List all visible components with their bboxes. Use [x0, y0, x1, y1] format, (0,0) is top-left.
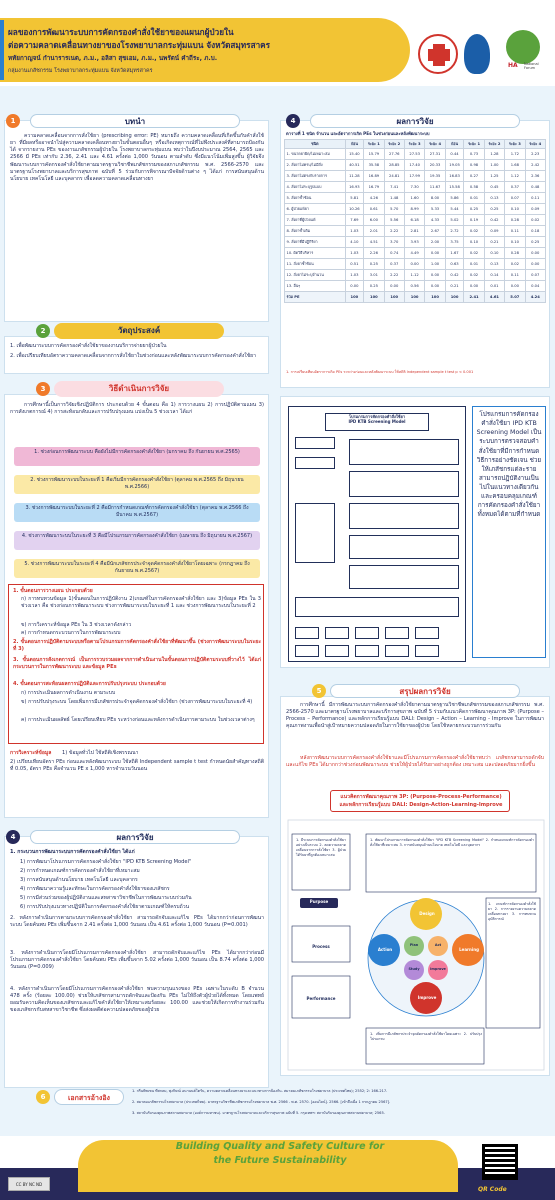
- table-cell: 0.00: [425, 248, 445, 259]
- design-label: Design: [419, 911, 435, 916]
- method-intro: การศึกษานี้เป็นการวิจัยเชิงปฏิบัติการ ประกอบด้วย 4 ขั้นตอน คือ 1) การวางแผน 2) การปฏิบัติตามแผน 3) การสังเกตการณ์ 4) การสะท้อนกลับและการปรับปรุงแผน แบ่งเป็น 5 ช่วงเวลา ได้แก่: [10, 402, 264, 416]
- table-cell: 0.51: [345, 259, 364, 270]
- table-header-cell: ชนิด: [285, 140, 346, 149]
- table-row: [285, 160, 546, 171]
- table-cell: 0.00: [345, 281, 364, 292]
- act-label: Act: [434, 943, 442, 947]
- table-cell: 0.00: [384, 281, 404, 292]
- table-cell: 0.00: [425, 270, 445, 281]
- table-cell: 4.49: [404, 248, 424, 259]
- table-cell: 8.00: [425, 193, 445, 204]
- table-row-label: 3. สั่งยาไม่ตรงกับรายการ: [285, 171, 346, 182]
- table-cell: 4.10: [345, 237, 364, 248]
- diagram-node-10: [295, 627, 319, 639]
- table-cell: 0.25: [364, 281, 384, 292]
- slogan: [120, 1140, 440, 1168]
- result-1-2: 2) การกำหนดเกณฑ์การคัดกรองคำสั่งใช้ยาที่เหมาะสม: [20, 868, 140, 874]
- ha-forum-logo: HA National Forum: [500, 28, 546, 76]
- performance-label: Performance: [306, 996, 336, 1001]
- result-4: 4. หลังการดำเนินการโดยมีโปรแกรมการคัดกรองคำสั่งใช้ยา พบความรุนแรงของ PEs เฉพาะในระดับ B จำนวน 478 ครั้ง (ร้อยละ 100.00) ช่วยให้เภสัชกรสามารถดักจับและป้องกัน PEs ไม่ให้ถึงตัวผู้ป่วยได้ทั้งหมด โดยแพทย์ยอมรับความคิดเห็นของเภสัชกรและแก้ไขคำสั่งใช้ยาให้เหมาะสมร้อยละ 100.00 และช่วยให้เกิดการทำงานร่วมกันของเภสัชกรกับสหสาขาวิชาชีพ ซึ่งส่งผลดีต่อความปลอดภัยของผู้ป่วย: [10, 986, 264, 1014]
- table-cell: 5.02: [445, 215, 464, 226]
- step-1a: ก) การทบทวนข้อมูล 1)ขั้นตอนในการปฏิบัติงาน 2)เกณฑ์ในการคัดกรองคำสั่งใช้ยา และ 3)ข้อมูล PEs ใน 3 ช่วงเวลา คือ ช่วงก่อนการพัฒนาระบบ ช่วงการพัฒนาระบบในระยะที่ 1 และ ช่วงการพัฒนาระบบในระยะที่ 2: [21, 596, 261, 610]
- table-cell: 1.00: [484, 160, 504, 171]
- diagram-node-4: [349, 471, 459, 497]
- table-cell: 0.42: [484, 215, 504, 226]
- section-2-title: วัตถุประสงค์: [54, 323, 224, 339]
- screening-model-description: โปรแกรมการคัดกรองคำสั่งใช้ยา IPD KTB Screening Model เป็นระบบการตรวจสอบคำสั่งใช้ยาที่มีการกำหนดวิธีการอย่างชัดเจน ช่วยให้เภสัชกรแต่ละรายสามารถปฏิบัติงานเป็นไปในแนวทางเดียวกันและครอบคลุมเกณฑ์การคัดกรองคำสั่งใช้ยาทั้งหมดได้ตามที่กำหนด: [472, 406, 546, 658]
- section-3-number: 3: [36, 382, 50, 396]
- table-cell: 0.02: [464, 226, 484, 237]
- table-cell: 3.93: [404, 237, 424, 248]
- table-cell: 0.07: [525, 270, 545, 281]
- table-cell: 0.10: [505, 237, 525, 248]
- diagram-node-16: [325, 645, 349, 657]
- phase-3: 3. ช่วงการพัฒนาระบบในระยะที่ 2 คือมีการกำหนดเกณฑ์การคัดกรองคำสั่งใช้ยา (ตุลาคม พ.ศ.2566 ถึง มีนาคม พ.ศ.2567): [14, 503, 260, 522]
- phase-2: 2. ช่วงการพัฒนาระบบในระยะที่ 1 คือเริ่มมีการคัดกรองคำสั่งใช้ยา (ตุลาคม พ.ศ.2565 ถึง มิถุนายน พ.ศ.2566): [14, 475, 260, 494]
- table-cell: 0.58: [464, 182, 484, 193]
- pe-table-wrap: [284, 139, 546, 303]
- table-cell: 0.48: [525, 182, 545, 193]
- result-1-4: 4) การพัฒนาความรู้และทักษะในการคัดกรองคำสั่งใช้ยาของเภสัชกร: [20, 886, 170, 892]
- qr-code[interactable]: [482, 1144, 518, 1180]
- table-cell: 10.26: [345, 204, 364, 215]
- table-cell: 0.00: [464, 281, 484, 292]
- table-cell: 0.73: [464, 149, 484, 160]
- table-cell: 0.10: [464, 237, 484, 248]
- table-cell: 0.25: [364, 259, 384, 270]
- table-header-cell: ระยะ 2: [384, 140, 404, 149]
- step-2: 2. ขั้นตอนการปฏิบัติตามระบบหรือตามโปรแกรมการคัดกรองคำสั่งใช้ยาที่พัฒนาขึ้น (ช่วงการพัฒนาระบบในระยะที่ 3): [13, 639, 261, 653]
- title-line-2: ต่อความคลาดเคลื่อนทางยาของโรงพยาบาลกระทุ่มแบน จังหวัดสมุทรสาคร: [8, 40, 271, 50]
- table-cell: 1.00: [425, 259, 445, 270]
- table-cell: 35.58: [364, 160, 384, 171]
- table-cell: 19.05: [445, 160, 464, 171]
- table-header-cell: ระยะ 3: [404, 140, 424, 149]
- table-row: [285, 281, 546, 292]
- purpose-label: Purpose: [309, 899, 329, 904]
- table-cell: 4.61: [484, 292, 504, 303]
- table-cell: 5.81: [345, 193, 364, 204]
- diagram-node-11: [325, 627, 349, 639]
- table-cell: 0.14: [484, 270, 504, 281]
- diagram-node-1: [295, 437, 335, 449]
- table-row-label: 4. สั่งยาไม่ระบุรูปแบบ: [285, 182, 346, 193]
- table-row-label: 8. สั่งยาซ้ำเดิม: [285, 226, 346, 237]
- table-cell: 0.07: [505, 193, 525, 204]
- table-cell: 2.67: [425, 226, 445, 237]
- table-cell: 0.00: [404, 259, 424, 270]
- table-cell: 1.72: [505, 149, 525, 160]
- affiliation: กลุ่มงานเภสัชกรรม โรงพยาบาลกระทุ่มแบน จังหวัดสมุทรสาคร: [8, 68, 153, 74]
- table-row: [285, 248, 546, 259]
- table-row-label: 9. สั่งยาที่มีปฏิกิริยา: [285, 237, 346, 248]
- table-cell: 2.23: [525, 149, 545, 160]
- screening-model-diagram: [288, 406, 466, 662]
- table-cell: 7.41: [384, 182, 404, 193]
- table-cell: 4.26: [364, 193, 384, 204]
- table-row: [285, 237, 546, 248]
- steps-box: [8, 584, 264, 744]
- cycle-title-box: [330, 790, 510, 812]
- table-cell: 0.45: [484, 182, 504, 193]
- table-cell: 1.03: [345, 248, 364, 259]
- table-cell: 1.12: [404, 270, 424, 281]
- table-row: [285, 226, 546, 237]
- table-header-cell: ระยะ 1: [464, 140, 484, 149]
- table-cell: 5.44: [445, 204, 464, 215]
- table-cell: 16.89: [364, 171, 384, 182]
- table-cell: 15.40: [345, 149, 364, 160]
- table-cell: 0.00: [525, 259, 545, 270]
- table-cell: 0.37: [505, 182, 525, 193]
- table-cell: 2.42: [525, 160, 545, 171]
- table-cell: 0.02: [525, 215, 545, 226]
- table-cell: 2.72: [445, 226, 464, 237]
- table-cell: 5.56: [384, 215, 404, 226]
- objective-2: 2. เพื่อเปรียบเทียบอัตราความคลาดเคลื่อนจากการสั่งใช้ยาในช่วงก่อนและหลังพัฒนาระบบการคัดกรองคำสั่งใช้ยา: [10, 353, 256, 359]
- table-row: [285, 193, 546, 204]
- table-row-label: 12. สั่งยาไม่ระบุจำนวน: [285, 270, 346, 281]
- table-cell: 2.22: [384, 226, 404, 237]
- table-cell: 1.67: [445, 248, 464, 259]
- step-4: 4. ขั้นตอนการสะท้อนผลการปฏิบัติและการปรับปรุงระบบ ประกอบด้วย: [13, 681, 166, 687]
- result-1-5: 5) การมีส่วนร่วมของผู้ปฏิบัติงานและสหสาขาวิชาชีพในการพัฒนาระบบร่วมกัน: [20, 895, 192, 901]
- result-1-1: 1) การพัฒนาโปรแกรมการคัดกรองคำสั่งใช้ยา "IPD KTB Screening Model": [20, 859, 192, 865]
- section-5-title: สรุปผลการวิจัย: [330, 684, 520, 698]
- conclusion-body-1: การศึกษานี้ มีการพัฒนาระบบการคัดกรองคำสั่งใช้ยาตามมาตรฐานวิชาชีพเภสัชกรรมของสภาเภสัชกรรม พ.ศ. 2566-2570 และมาตรฐานโรงพยาบาลและบริการสุขภาพ ฉบับที่ 5 ร่วมกับแนวคิดการพัฒนาคุณภาพ 3P: (Purpose – Process – Performance) และหลักการเรียนรู้แบบ DALI: Design – Action – Learning - Improve ในการพัฒนาคุณภาพงานเพื่อนำสู่เป้าหมายความปลอดภัยในการใช้ยาของผู้ป่วย โดยใช้หลายกระบวนการร่วมกัน: [286, 702, 544, 730]
- table-cell: 0.21: [445, 281, 464, 292]
- table-row: [285, 292, 546, 303]
- table-cell: 100: [364, 292, 384, 303]
- table-cell: 17.99: [404, 171, 424, 182]
- qr-label: QR Code: [478, 1186, 507, 1193]
- section-2-number: 2: [36, 324, 50, 338]
- table-cell: 11.67: [425, 182, 445, 193]
- table-cell: 0.02: [464, 248, 484, 259]
- diagram-node-12: [355, 627, 379, 639]
- table-cell: 0.37: [384, 259, 404, 270]
- slogan-line-1: Building Quality and Safety Culture for: [175, 1141, 385, 1152]
- diagram-node-2: [295, 457, 335, 469]
- table-cell: 11.28: [345, 171, 364, 182]
- design-text: 1. พัฒนาโปรแกรมการคัดกรองคำสั่งใช้ยา "IPD KTB Screening Model" 2. กำหนดเกณฑ์การคัดกรองคำสั่งใช้ยาที่เหมาะสม 3. การสนับสนุนด้านนโยบาย เทคโนโลยี และบุคลากร: [370, 838, 534, 847]
- improve-text: 1. เพิ่มการมีเภสัชกรประจำจุดคัดกรองคำสั่งใช้ยาโดยเฉพาะ 2. ปรับปรุงโปรแกรม: [370, 1032, 482, 1041]
- table-cell: 7.69: [345, 215, 364, 226]
- section-4-title: ผลการวิจัย: [310, 114, 520, 128]
- analysis-1: 1) ข้อมูลทั่วไป ใช้สถิติเชิงพรรณนา: [62, 750, 139, 756]
- table-cell: 0.00: [525, 248, 545, 259]
- table-cell: 0.02: [464, 270, 484, 281]
- table-row-label: 5. สั่งยาซ้ำซ้อน: [285, 193, 346, 204]
- table-header-cell: ก่อน: [445, 140, 464, 149]
- table-cell: 0.09: [484, 226, 504, 237]
- table-cell: 0.74: [384, 248, 404, 259]
- table-cell: 1.48: [384, 193, 404, 204]
- table-cell: 27.53: [404, 149, 424, 160]
- diagram-node-17: [355, 645, 379, 657]
- table-row-label: 13. อื่นๆ: [285, 281, 346, 292]
- table-note: 1. การเปรียบเทียบอัตราการเกิด PEs ระหว่างก่อนและหลังพัฒนาระบบ ใช้สถิติ Independent sample t test p < 0.001: [286, 370, 474, 374]
- table-cell: 4.51: [364, 237, 384, 248]
- table-caption: ตารางที่ 1 ชนิด จำนวน และอัตราการเกิด PEs ในช่วงก่อนและหลังพัฒนาระบบ: [286, 131, 430, 136]
- table-cell: 0.01: [484, 281, 504, 292]
- table-cell: 100: [445, 292, 464, 303]
- hospital-logo: [418, 34, 458, 74]
- result-1-6: 6) การปรับปรุงแนวทางปฏิบัติในการคัดกรองคำสั่งใช้ยาตามเกณฑ์ให้ครบถ้วน: [20, 904, 190, 910]
- header-banner: [0, 0, 555, 86]
- section-4b-number: 4: [6, 830, 20, 844]
- table-cell: 17.40: [404, 160, 424, 171]
- learning-label: Learning: [459, 947, 479, 952]
- table-cell: 5.70: [384, 204, 404, 215]
- table-cell: 19.35: [425, 171, 445, 182]
- cycle-title-2: และหลักการเรียนรู้แบบ DALI: Design-Action-Learning-Improve: [339, 802, 503, 808]
- diagram-node-9: [295, 597, 459, 617]
- step-1c: ค) การกำหนดกระบวนการในการพัฒนาระบบ: [21, 630, 121, 636]
- logos: [418, 28, 548, 80]
- table-cell: 1.12: [505, 171, 525, 182]
- table-row-label: 6. ผู้ป่วยแพ้ยา: [285, 204, 346, 215]
- diagram-node-6: [349, 535, 459, 559]
- table-row: [285, 149, 546, 160]
- title-stripe: [0, 20, 4, 80]
- diagram-node-19: [415, 645, 439, 657]
- ministry-logo: [464, 34, 490, 74]
- ref-3: 3. สถาบันรับรองคุณภาพสถานพยาบาล (องค์การมหาชน). มาตรฐานโรงพยาบาลและบริการสุขภาพ ฉบับที่ 5. กรุงเทพฯ: สถาบันรับรองคุณภาพสถานพยาบาล; 2565.: [132, 1111, 385, 1115]
- table-cell: 0.42: [445, 270, 464, 281]
- table-cell: 2.00: [425, 237, 445, 248]
- table-cell: 5.33: [425, 204, 445, 215]
- diagram-node-3: [349, 439, 459, 465]
- diagram-node-18: [385, 645, 409, 657]
- table-cell: 1.03: [345, 270, 364, 281]
- section-6-number: 6: [36, 1090, 50, 1104]
- title-line-1: ผลของการพัฒนาระบบการคัดกรองคำสั่งใช้ยาของแผนกผู้ป่วยใน: [8, 27, 234, 37]
- phase-5: 5. ช่วงการพัฒนาระบบในระยะที่ 4 คือมีนักเภสัชกรประจำจุดคัดกรองคำสั่งใช้ยาโดยเฉพาะ (กรกฎาคม ถึง กันยายน พ.ศ.2567): [14, 559, 260, 578]
- diagram-node-5: [349, 503, 459, 529]
- section-4b-title: ผลการวิจัย: [30, 830, 240, 844]
- result-2: 2. หลังการดำเนินการตามระบบการคัดกรองคำสั่งใช้ยา สามารถดักจับและแก้ไข PEs ได้มากกว่าก่อนการพัฒนาระบบ โดยค้นพบ PEs เพิ่มขึ้นจาก 2.41 ครั้งต่อ 1,000 วันนอน เป็น 4.61 ครั้งต่อ 1,000 วันนอน (P=0.001): [10, 915, 264, 929]
- table-cell: 7.30: [404, 182, 424, 193]
- diagram-node-7: [349, 565, 459, 589]
- table-cell: 6.18: [404, 215, 424, 226]
- study-label: Study: [408, 967, 420, 971]
- table-cell: 0.01: [464, 259, 484, 270]
- section-3-title: วิธีดำเนินการวิจัย: [54, 381, 224, 397]
- table-cell: 0.02: [505, 259, 525, 270]
- phase-1: 1. ช่วงก่อนการพัฒนาระบบ คือยังไม่มีการคัดกรองคำสั่งใช้ยา (มกราคม ถึง กันยายน พ.ศ.2565): [14, 447, 260, 466]
- table-cell: 5.86: [445, 193, 464, 204]
- table-row-label: 11. สั่งยาซ้ำซ้อน: [285, 259, 346, 270]
- table-header-cell: ระยะ 1: [364, 140, 384, 149]
- table-header-cell: ระยะ 2: [484, 140, 504, 149]
- table-cell: 5.07: [505, 292, 525, 303]
- ref-1: 1. กรีนพิชเชน ทีสกลม, พุงกิษณ์ อนานนต์โตรัน, ความคลาดเคลื่อนทางยาและแนวทางการป้องกัน. สมาคมเภสัชกรรมโรงพยาบาล (ประเทศไทย); 2552; 2: 166-217.: [132, 1089, 388, 1093]
- table-cell: 1.25: [484, 171, 504, 182]
- result-3: 3. หลังการดำเนินการโดยมีโปรแกรมการคัดกรองคำสั่งใช้ยา สามารถดักจับและแก้ไข PEs ได้มากกว่าก่อนมีโปรแกรมการคัดกรองคำสั่งใช้ยา โดยค้นพบ PEs เพิ่มขึ้นจาก 5.02 ครั้งต่อ 1,000 วันนอน เป็น 8.74 ครั้งต่อ 1,000 วันนอน (P=0.009): [10, 950, 264, 971]
- table-cell: 16.79: [364, 182, 384, 193]
- table-cell: 1.68: [505, 160, 525, 171]
- table-cell: 0.27: [464, 171, 484, 182]
- table-cell: 4.33: [425, 215, 445, 226]
- table-cell: 0.13: [484, 259, 504, 270]
- section-6-title: เอกสารอ้างอิง: [54, 1089, 124, 1105]
- table-cell: 0.61: [364, 204, 384, 215]
- table-cell: 0.01: [464, 193, 484, 204]
- authors: หทัยกาญจน์ กำนารารเนต, ภ.ม., อลิสา สุขเอม, ภ.ม., นพรัตน์ คำถีระ, ภ.บ.: [8, 55, 218, 62]
- table-cell: 0.25: [484, 204, 504, 215]
- table-cell: 0.19: [464, 215, 484, 226]
- table-cell: 3.75: [445, 237, 464, 248]
- table-row-label: 10. ผิดวิธีบริหาร: [285, 248, 346, 259]
- table-cell: 0.00: [505, 281, 525, 292]
- table-cell: 1.60: [404, 193, 424, 204]
- table-cell: 2.26: [364, 248, 384, 259]
- improve-inner-label: Improve: [430, 967, 446, 971]
- conclusion-body-2: หลังการพัฒนาระบบการคัดกรองคำสั่งใช้ยาและมีโปรแกรมการคัดกรองคำสั่งใช้ยาพบว่า เภสัชกรสามารถดักจับและแก้ไข PEs ได้มากกว่าช่วงก่อนพัฒนาระบบ ช่วยให้ผู้ป่วยได้รับยาอย่างถูกต้อง เหมาะสม และปลอดภัยมากยิ่งขึ้น: [286, 755, 544, 769]
- table-cell: 0.56: [404, 281, 424, 292]
- table-row: [285, 270, 546, 281]
- table-cell: 0.25: [464, 204, 484, 215]
- table-cell: 28.85: [384, 160, 404, 171]
- table-row: [285, 182, 546, 193]
- diagram-node-13: [385, 627, 409, 639]
- table-row-label: 2. สั่งยาไม่ครบ/ไม่มีสั่ง: [285, 160, 346, 171]
- table-cell: 100: [404, 292, 424, 303]
- table-row: [285, 259, 546, 270]
- step-4a: ก) การประเมินผลการดำเนินงาน ตามระบบ: [21, 690, 116, 696]
- table-header-cell: ระยะ 3: [505, 140, 525, 149]
- diagram-node-14: [415, 627, 439, 639]
- pe-table: [284, 139, 546, 303]
- table-cell: 100: [425, 292, 445, 303]
- action-label: Action: [377, 947, 393, 952]
- analysis-label: การวิเคราะห์ข้อมูล: [10, 750, 52, 756]
- table-cell: 8.99: [404, 204, 424, 215]
- table-cell: 0.21: [484, 237, 504, 248]
- step-4b: ข) การปรับปรุงระบบ โดยเพิ่มการมีเภสัชกรประจำจุดคัดกรองคำสั่งใช้ยา (ช่วงการพัฒนาระบบในระยะที่ 4): [21, 699, 253, 705]
- diagram-node-15: [295, 645, 319, 657]
- learning-text: 1. เกณฑ์การคัดกรองคำสั่งใช้ยา 2. การรายงานความคลาดเคลื่อนทางยา 3. การทบทวนอุบัติการณ์: [488, 902, 536, 921]
- table-cell: 3.70: [384, 237, 404, 248]
- table-cell: 100: [384, 292, 404, 303]
- table-cell: 0.28: [505, 248, 525, 259]
- table-cell: 0.11: [525, 193, 545, 204]
- table-cell: 0.11: [505, 270, 525, 281]
- table-cell: 1.28: [484, 149, 504, 160]
- step-4c: ค) การประเมินผลลัพธ์ โดยเปรียบเทียบ PEs ระหว่างก่อนและหลังการดำเนินการตามระบบ ในช่วงเวลาต่างๆ: [21, 717, 255, 723]
- table-cell: 1.03: [345, 226, 364, 237]
- cc-license-badge: CC BY NC ND: [8, 1177, 50, 1191]
- section-5-number: 5: [312, 684, 326, 698]
- analysis-2: 2) เปรียบเทียบอัตรา PEs ก่อนและหลังพัฒนาระบบ ใช้สถิติ Independent sample t test กำหนดนัยสำคัญทางสถิติที่ 0.05, อัตรา PEs คือจำนวน PE x 1,000 หารจำนวนวันนอน: [10, 759, 264, 773]
- table-cell: 0.44: [445, 149, 464, 160]
- table-row-label: 1. ขนาดยาผิด/ไม่เหมาะสม: [285, 149, 346, 160]
- table-cell: 2.01: [364, 226, 384, 237]
- table-cell: 4.24: [525, 292, 545, 303]
- table-cell: 27.31: [425, 149, 445, 160]
- purpose-text: 1. มีระบบการคัดกรองคำสั่งใช้ยาอย่างเป็นระบบ 2. ลดความคลาดเคลื่อนจากการสั่งใช้ยา 3. ผู้ป่วยได้รับยาที่ถูกต้องเหมาะสม: [296, 838, 346, 857]
- plan-label: Plan: [409, 943, 419, 947]
- table-cell: 16.83: [445, 171, 464, 182]
- table-header-cell: ระยะ 4: [525, 140, 545, 149]
- table-header-cell: ก่อน: [345, 140, 364, 149]
- table-cell: 0.10: [505, 204, 525, 215]
- table-cell: 6.00: [364, 215, 384, 226]
- table-row: [285, 171, 546, 182]
- objective-1: 1. เพื่อพัฒนาระบบการคัดกรองคำสั่งใช้ยาของงานบริการจ่ายยาผู้ป่วยใน: [10, 343, 167, 349]
- table-cell: 2.22: [384, 270, 404, 281]
- result-1-3: 3) การสนับสนุนด้านนโยบาย เทคโนโลยี และบุคลากร: [20, 877, 138, 883]
- table-cell: 0.00: [425, 281, 445, 292]
- table-cell: 40.51: [345, 160, 364, 171]
- table-cell: 0.10: [484, 248, 504, 259]
- table-cell: 100: [345, 292, 364, 303]
- phase-4: 4. ช่วงการพัฒนาระบบในระยะที่ 3 คือมีโปรแกรมการคัดกรองคำสั่งใช้ยา (เมษายน ถึง มิถุนายน พ.ศ.2567): [14, 531, 260, 550]
- ref-2: 2. สมาคมเภสัชกรรมโรงพยาบาล (ประเทศไทย). มาตรฐานวิชาชีพเภสัชกรรมโรงพยาบาล พ.ศ. 2566 - พ.ศ. 2570. [ออนไลน์]. 2566. [เข้าถึงเมื่อ 1 กรกฎาคม 2567].: [132, 1100, 391, 1104]
- diagram-node-8: [295, 503, 335, 563]
- slogan-line-2: the Future Sustainability: [213, 1154, 347, 1166]
- diagram-title: โปรแกรมการคัดกรองคำสั่งใช้ยา IPD KTB Screening Model: [325, 413, 429, 431]
- table-cell: 0.04: [525, 281, 545, 292]
- section-4-number: 4: [286, 114, 300, 128]
- table-cell: 27.76: [384, 149, 404, 160]
- table-row-label: 7. สั่งยาที่ผู้ป่วยแพ้: [285, 215, 346, 226]
- table-cell: 15.58: [445, 182, 464, 193]
- table-row: [285, 215, 546, 226]
- table-cell: 2.81: [404, 226, 424, 237]
- table-cell: 20.33: [425, 160, 445, 171]
- result-1: 1. กระบวนการพัฒนาระบบการคัดกรองคำสั่งใช้ยา ได้แก่: [10, 849, 135, 855]
- table-cell: 16.93: [345, 182, 364, 193]
- table-cell: 0.13: [484, 193, 504, 204]
- table-cell: 0.63: [445, 259, 464, 270]
- step-3: 3. ขั้นตอนการสังเกตการณ์ เป็นการรวบรวมผลจากการดำเนินงานในขั้นตอนการปฏิบัติตามระบบที่วางไว้ ได้แก่ กระบวนการในการพัฒนาระบบ และข้อมูล PEs: [13, 657, 261, 671]
- table-cell: 2.41: [464, 292, 484, 303]
- table-cell: 3.01: [364, 270, 384, 281]
- step-1b: ข) การวิเคราะห์ข้อมูล PEs ใน 3 ช่วงเวลาดังกล่าว: [21, 622, 132, 628]
- table-header-cell: ระยะ 4: [425, 140, 445, 149]
- table-cell: 0.25: [525, 237, 545, 248]
- table-cell: 0.09: [525, 204, 545, 215]
- table-cell: 24.81: [384, 171, 404, 182]
- table-cell: 0.11: [505, 226, 525, 237]
- section-1-title: บทนำ: [30, 114, 240, 128]
- table-row-label: รวม PE: [285, 292, 346, 303]
- section-1-number: 1: [6, 114, 20, 128]
- table-cell: 15.79: [364, 149, 384, 160]
- table-cell: 0.28: [505, 215, 525, 226]
- process-label: Process: [312, 944, 330, 949]
- step-1: 1. ขั้นตอนการวางแผน ประกอบด้วย: [13, 588, 93, 594]
- table-row: [285, 204, 546, 215]
- intro-body: ความคลาดเคลื่อนจากการสั่งใช้ยา (prescribing error: PE) หมายถึง ความคลาดเคลื่อนที่เกิดขึ้นกับคำสั่งใช้ยา ที่มีผลหรืออาจนำไปสู่ความคลาดเคลื่อนทางยาในขั้นตอนอื่นๆ หรือเกิดเหตุการณ์ที่ไม่พึงประสงค์ที่สามารถป้องกันได้ จากรายงาน PEs ของงานเภสัชกรรมผู้ป่วยใน โรงพยาบาลกระทุ่มแบน พบว่าในปีงบประมาณ 2564, 2565 และ 2566 มี PEs เท่ากับ 2.36, 2.41 และ 4.61 ครั้งต่อ 1,000 วันนอน ตามลำดับ ซึ่งมีแนวโน้มเพิ่มสูงขึ้น ผู้วิจัยจึงพัฒนาระบบการคัดกรองคำสั่งใช้ยาตามมาตรฐานวิชาชีพเภสัชกรรมของสภาเภสัชกรรม พ.ศ. 2566-2570 และมาตรฐานโรงพยาบาลและบริการสุขภาพ ฉบับที่ 5 ร่วมกับการพิจารณาปัจจัยด้านต่าง ๆ ได้แก่ การสนับสนุนด้านนโยบาย เทคโนโลยี และบุคลากร เพื่อลดความคลาดเคลื่อนทางยา: [10, 133, 264, 182]
- table-cell: 0.98: [464, 160, 484, 171]
- table-cell: 2.36: [525, 171, 545, 182]
- improve-label: Improve: [417, 995, 437, 1000]
- cycle-title-1: แนวคิดการพัฒนาคุณภาพ 3P: (Purpose-Process-Performance): [340, 794, 502, 800]
- table-cell: 0.18: [525, 226, 545, 237]
